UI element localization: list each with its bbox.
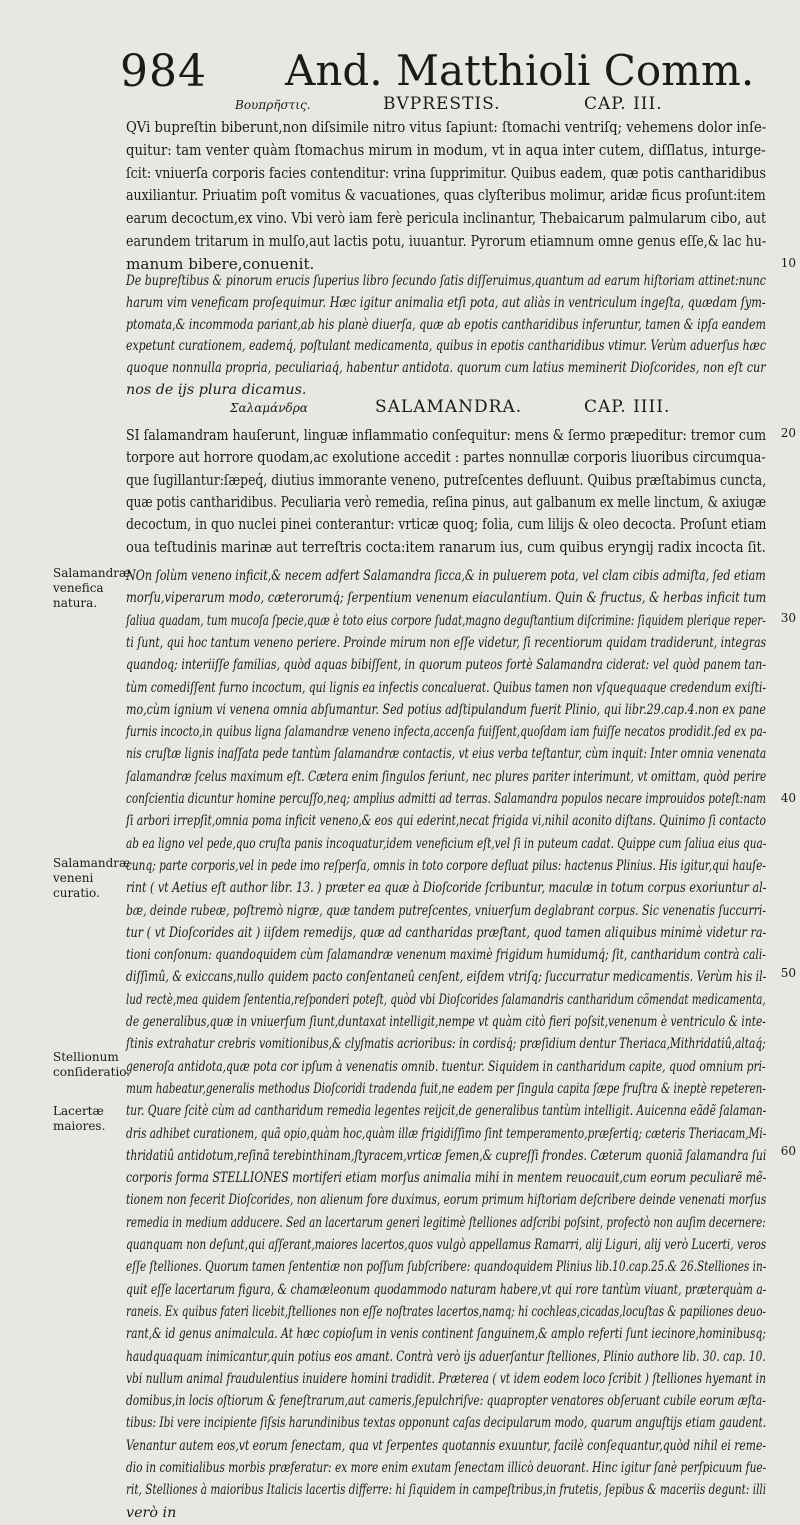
chapter-number: CAP. III. — [584, 94, 663, 114]
commentary-line: diſſimû, & exiccans,nullo quidem pacto conſentaneû cenſent, eiſdem vtriſq; ſuccurratur medicamentis. Verùm his il- — [126, 969, 767, 986]
commentary-line: nos de ijs plura dicamus. — [126, 382, 307, 398]
commentary-line: bæ, deinde rubeæ, poſtremò nigræ, quæ tandem putreſcentes, vniuerſum deglabrant corpus. Sic venenatis ſuccurri- — [126, 902, 766, 919]
commentary-line: tur. Quare ſcitè cùm ad cantharidum remedia legentes reijcit,de generalibus tantùm intelligit. Auicenna eãdẽ ſalaman- — [126, 1103, 767, 1120]
commentary-line: morſu,viperarum modo, cæterorumq́; ſerpentium venenum eiaculantium. Quin & fructus, & herbas inficit tum — [126, 590, 767, 607]
text-line: oua teſtudinis marinæ aut terreſtris cocta:item ranarum ius, cum quibus eryngij radix incocta ſit. — [126, 537, 766, 556]
commentary-line: raneis. Ex quibus fateri licebit,ſtelliones non eſſe noſtrates lacertos,namq; hi cochleas,cicadas,locuſtas & papiliones deuo- — [126, 1303, 766, 1320]
line-number: 10 — [780, 256, 796, 270]
commentary-line: domibus,in locis oſtiorum & feneſtrarum,aut cameris,ſepulchriſve: quapropter venatores obſeruant cubile eorum æſta- — [126, 1393, 766, 1410]
commentary-line: quoque nonnulla propria, peculiariaq́, habentur antidota. quorum cum latius meminerit Dioſcorides, non eſt cur — [126, 360, 766, 377]
commentary-line: ſalamandræ ſcelus maximum eſt. Cætera enim ſingulos feriunt, nec plures pariter interimunt, vt omittam, quòd perire — [126, 768, 767, 785]
page-number: 984 — [120, 46, 207, 97]
marginal-note: Salamandræ venefica natura. — [53, 566, 131, 610]
commentary-line: tioni conſonum: quandoquidem cùm ſalamandræ venenum maximè frigidum humidumq́; ſit, cantharidum contrà cali- — [126, 947, 766, 964]
commentary-line: conſcientia dicuntur homine percuſſo,neq; amplius admitti ad terras. Salamandra populos necare improuidos poteſt:nam — [126, 791, 767, 807]
section-title: SALAMANDRA. — [375, 397, 523, 417]
line-number: 50 — [780, 966, 796, 980]
commentary-line: ſi arbori irrepſit,omnia poma inficit veneno,& eos qui ederint,necat frigida vi,nihil aconito diſtans. Quinimo ſi contacto — [126, 813, 766, 830]
text-line: decoctum, in quo nuclei pinei conterantur: vrticæ quoq; folia, cum lilijs & oleo decocta. Proſunt etiam — [126, 515, 767, 534]
text-line: quæ potis cantharidibus. Peculiaria verò remedia, reſina pinus, aut galbanum ex melle linctum, & axiugæ — [126, 492, 767, 511]
commentary-line: vbi nullum animal fraudulentius inuidere homini tradidit. Præterea ( vt idem eodem loco ſcribit ) ſtelliones hyemant in — [126, 1370, 766, 1387]
commentary-line: haudquaquam inimicantur,quin potius eos amant. Contrà verò ijs aduerſantur ſtelliones, Plinio authore lib. 30. cap. 10. — [126, 1348, 766, 1365]
commentary-line: dris adhibet curationem, quã opio,quàm hoc,quàm illæ frigidiſſimo ſint temperamento,præſertiq; cæteris Theriacam,Mi- — [126, 1125, 767, 1142]
text-line: SI ſalamandram hauſerunt, linguæ inflammatio conſequitur: mens & ſermo præpeditur: tremor cum — [126, 426, 767, 444]
commentary-line: thridatiû antidotum,reſinã terebinthinam,ſtyracem,vrticæ ſemen,& cupreſſi frondes. Cæterum quoniã ſalamandra ſui — [126, 1147, 767, 1164]
commentary-line: lud rectè,mea quidem ſententia,reſponderi poteſt, quòd vbi Dioſcorides ſalamandris cantharidum cõmendat medicamenta, — [126, 991, 766, 1008]
text-line: earum decoctum,ex vino. Vbi verò iam ferè pericula inclinantur, Thebaicarum palmularum cibo, aut — [126, 209, 767, 228]
commentary-line: quanquam non deſunt,qui aſſerant,maiores lacertos,quos vulgò appellamus Ramarri, alij Liguri, alij verò Lucerti, veros — [126, 1237, 767, 1253]
commentary-line: eſſe ſtelliones. Quorum tamen ſententiæ non poſſum ſubſcribere: quandoquidem Plinius lib.10.cap.25.& 26.Stelliones in- — [126, 1259, 767, 1276]
section-title: BVPRESTIS. — [383, 94, 501, 114]
text-line: QVi bupreſtin biberunt,non diſsimile nitro vitus ſapiunt: ſtomachi ventriſq; vehemens dolor inſe- — [126, 118, 767, 136]
text-line: earundem tritarum in mulſo,aut lactis potu, iuuantur. Pyrorum etiamnum omne genus eſſe,& lac hu- — [126, 232, 767, 250]
commentary-line: tur ( vt Dioſcorides ait ) iiſdem remedijs, quæ ad cantharidas præſtant, quod tamen aliquibus minimè videtur ra- — [126, 924, 767, 941]
line-number: 60 — [780, 1144, 796, 1158]
commentary-line: quit eſſe lacertarum figura, & chamæleonum quodammodo naturam habere,vt qui rore tantùm viuant, præterquàm a- — [126, 1281, 767, 1298]
text-line: auxiliantur. Priuatim poſt vomitus & vacuationes, quas clyſteribus molimur, aridæ ficus proſunt:item — [126, 186, 766, 205]
text-line: manum bibere,conuenit. — [126, 254, 315, 273]
commentary-line: ptomata,& incommoda pariant,ab his planè diuerſa, quæ ab epotis cantharidibus inferuntur, tamen & ipſa eandem — [126, 316, 766, 333]
running-head: And. Matthioli Comm. — [285, 46, 755, 95]
commentary-line: rant,& id genus animalcula. At hæc copioſum in venis continent ſanguinem,& amplo referti ſunt iecinore,hominibusq; — [126, 1326, 766, 1343]
commentary-line: generoſa antidota,quæ pota cor ipſum à venenatis omnib. tuentur. Siquidem in cantharidum capite, quod omnium pri- — [126, 1058, 766, 1075]
text-line: ſcit: vniuerſa corporis facies contenditur: vrina ſupprimitur. Quibus eadem, quæ potis cantharidibus — [126, 163, 766, 182]
commentary-line: corporis forma STELLIONES mortiferi etiam morſus animalia mihi in mentem reuocauit,cum eorum peculiarẽ mẽ- — [126, 1170, 767, 1187]
commentary-line: ſtinis extrahatur crebris vomitionibus,& clyſmatis acrioribus: in cordisq́; præſidium dentur Theriaca,Mithridatiû,altaq́; — [126, 1036, 766, 1053]
text-line: quitur: tam venter quàm ſtomachus mirum in modum, vt in aqua inter cutem, diſſlatus, inturge- — [126, 140, 766, 159]
commentary-line: tùm comediſſent furno incoctum, qui lignis ea infectis concaluerat. Quibus tamen non vſquequaque credendum exiſti- — [126, 679, 767, 696]
commentary-line: De bupreſtibus & pinorum erucis ſuperius libro ſecundo ſatis diſſeruimus,quantum ad earum hiſtoriam attinet:nunc — [126, 273, 766, 289]
commentary-line: harum vim veneficam proſequimur. Hæc igitur animalia etſi pota, aut aliàs in ventriculum ingeſta, quædam ſym- — [126, 294, 766, 311]
commentary-line: cunq; parte corporis,vel in pede imo reſperſa, omnis in toto corpore defluat pilus: hactenus Plinius. His igitur,qui hauſe- — [126, 857, 766, 874]
chapter-number: CAP. IIII. — [584, 397, 671, 417]
commentary-line: quandoq; interiiſſe familias, quòd aquas bibiſſent, in quorum puteos fortè Salamandra ciderat: vel quòd panem tan- — [126, 657, 766, 674]
line-number: 40 — [780, 791, 796, 805]
line-number: 30 — [780, 611, 796, 625]
commentary-line: ab ea ligno vel pede,quo cruſta panis incoquatur,idem veneficium eſt,vel ſi in puteum cadat. Quippe cum ſaliua eius qua- — [126, 835, 767, 852]
commentary-line: furnis incocto,in quibus ligna ſalamandræ veneno infecta,accenſa fuiſſent,quoſdam iam fuiſſe necatos prodidit.ſed ex pa- — [126, 724, 767, 741]
greek-title: Βουπρῆστις. — [235, 98, 311, 112]
commentary-line: Venantur autem eos,vt eorum ſenectam, qua vt ſerpentes quotannis exuuntur, facilè conſequantur,quòd nihil ei reme- — [126, 1437, 766, 1454]
commentary-line: rit, Stelliones à maioribus Italicis lacertis differre: hi ſiquidem in campeſtribus,in frutetis, ſepibus & maceriis degunt: illi — [126, 1482, 767, 1499]
commentary-line: tibus: Ibi vere incipiente ſiſsis harundinibus textas opponunt caſas decipularum modo, quarum anguſtijs etiam gaudent. — [126, 1415, 767, 1432]
line-number: 20 — [780, 426, 796, 440]
commentary-line: de generalibus,quæ in vniuerſum ſiunt,duntaxat intelligit,nempe vt quàm citò fieri poſsit,venenum è ventriculo & inte- — [126, 1014, 766, 1030]
text-line: torpore aut horrore quodam,ac exolutione accedit : partes nonnullæ corporis liuoribus circumqua- — [126, 448, 766, 467]
commentary-line: mum habeatur,generalis methodus Dioſcoridi tradenda fuit,ne eadem per ſingula capita ſæpe fruſtra & ineptè repeteren- — [126, 1080, 766, 1097]
commentary-line: NOn ſolùm veneno inficit,& necem adfert Salamandra ſicca,& in puluerem pota, vel clam cibis admiſta, ſed etiam — [126, 568, 766, 584]
marginal-note: Stellionum conſideratio. — [53, 1050, 131, 1079]
commentary-line: remedia in medium adducere. Sed an lacertarum generi legitimè ſtelliones adſcribi poſsint, profectò non auſim decernere: — [126, 1214, 766, 1231]
commentary-line: tionem non fecerit Dioſcorides, non alienum fore duximus, eorum primum hiſtoriam deſcribere deinde venenati morſus — [126, 1192, 767, 1209]
commentary-line: rint ( vt Aetius eſt author libr. 13. ) præter ea quæ à Dioſcoride ſcribuntur, maculæ in totum corpus exoriuntur al- — [126, 880, 767, 897]
marginal-note: Salamandræ veneni curatio. — [53, 856, 131, 900]
commentary-line: verò in — [126, 1504, 177, 1521]
commentary-line: expetunt curationem, eademq́, poſtulant medicamenta, quibus in epotis cantharidibus vtimur. Verùm aduerſus hæc — [126, 338, 767, 355]
marginal-note: Lacertæ maiores. — [53, 1104, 106, 1133]
commentary-line: ti ſunt, qui hoc tantum veneno periere. Proinde mirum non eſſe videtur, ſi recentiorum quidam tradiderunt, integras — [126, 634, 767, 651]
commentary-line: dio in comitialibus morbis præferatur: ex more enim exutam ſenectam illicò deuorant. Hinc igitur ſanè perſpicuum fue- — [126, 1460, 767, 1476]
commentary-line: nis cruſtæ lignis inaſſata pede tantùm ſalamandræ contactis, vt eius verba teſtantur, cùm inquit: Inter omnia venenata — [126, 746, 767, 763]
commentary-line: mo,cùm ignium vi venena omnia abſumantur. Sed potius adſtipulandum fuerit Plinio, qui libr.29.cap.4.non ex pane — [126, 701, 766, 718]
greek-title: Σαλαμάνδρα — [230, 401, 308, 415]
text-line: que ſugillantur:ſæpeq́, diutius immorante veneno, putreſcentes defluunt. Quibus præſtabimus cuncta, — [126, 470, 767, 489]
commentary-line: ſaliua quadam, tum mucoſa ſpecie,quæ è toto eius corpore ſudat,magno deguſtantium diſcrimine: ſiquidem plerique reper- — [126, 612, 766, 629]
